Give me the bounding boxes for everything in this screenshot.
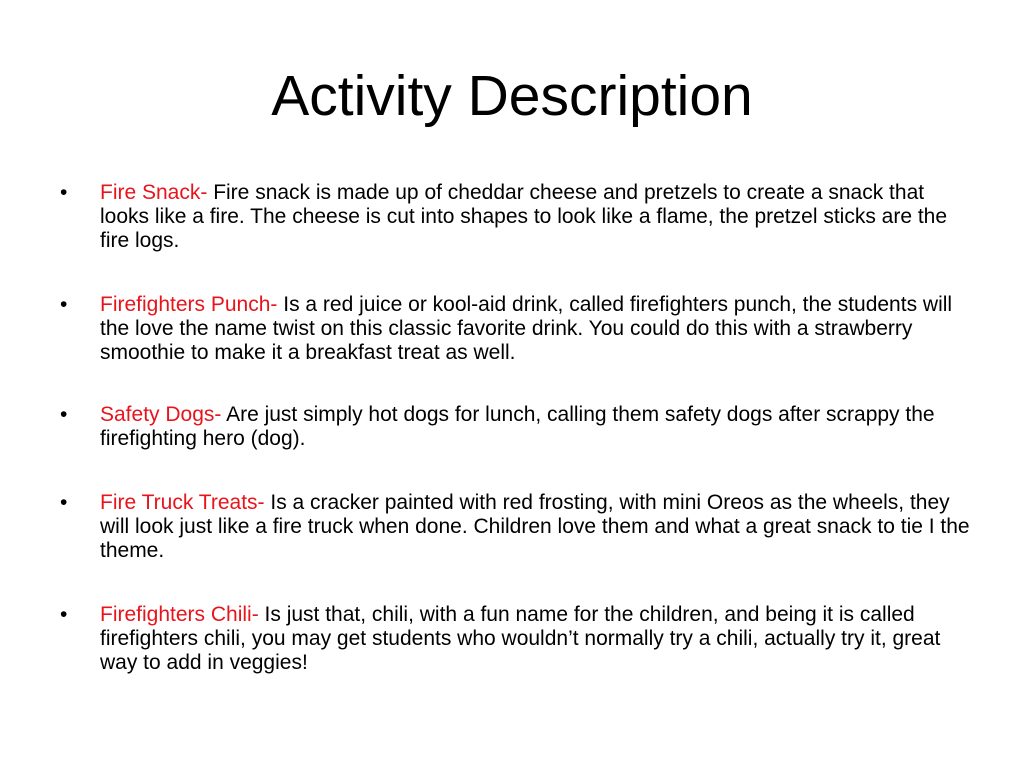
- bullet-item-firefighters-chili: [60, 603, 970, 675]
- bullet-item-fire-snack: [60, 181, 970, 253]
- bullet-item-safety-dogs: [60, 403, 970, 451]
- bullet-marker: •: [60, 293, 68, 316]
- bullet-text: Fire snack is made up of cheddar cheese and pretzels to create a snack that looks like a fire. The cheese is cut into shapes to look like a flame, the pretzel sticks are the fire logs.: [100, 181, 948, 252]
- bullet-text: Is just that, chili, with a fun name for the children, and being it is called firefighters chili, you may get students who wouldn’t normally try a chili, actually try it, great way to add in veggies!: [100, 603, 941, 674]
- bullet-term: Fire Truck Treats-: [100, 491, 265, 514]
- bullet-marker: •: [60, 403, 68, 426]
- bullet-text: Are just simply hot dogs for lunch, calling them safety dogs after scrappy the firefighting hero (dog).: [100, 403, 935, 450]
- bullet-marker: •: [60, 491, 68, 514]
- bullet-term: Safety Dogs-: [100, 403, 222, 426]
- bullet-marker: •: [60, 181, 68, 204]
- bullet-term: Firefighters Chili-: [100, 603, 259, 626]
- bullet-item-fire-truck-treats: [60, 491, 970, 563]
- bullet-term: Firefighters Punch-: [100, 293, 278, 316]
- bullet-text: Is a cracker painted with red frosting, with mini Oreos as the wheels, they will look just like a fire truck when done. Children love them and what a great snack to tie I the theme.: [100, 491, 970, 562]
- bullet-text: Is a red juice or kool-aid drink, called firefighters punch, the students will the love the name twist on this classic favorite drink. You could do this with a strawberry smoothie to make it a breakfast treat as well.: [100, 293, 953, 364]
- slide-title: Activity Description: [271, 64, 753, 128]
- bullet-term: Fire Snack-: [100, 181, 208, 204]
- bullet-marker: •: [60, 603, 68, 626]
- bullet-list: [60, 181, 970, 715]
- bullet-item-firefighters-punch: [60, 293, 970, 365]
